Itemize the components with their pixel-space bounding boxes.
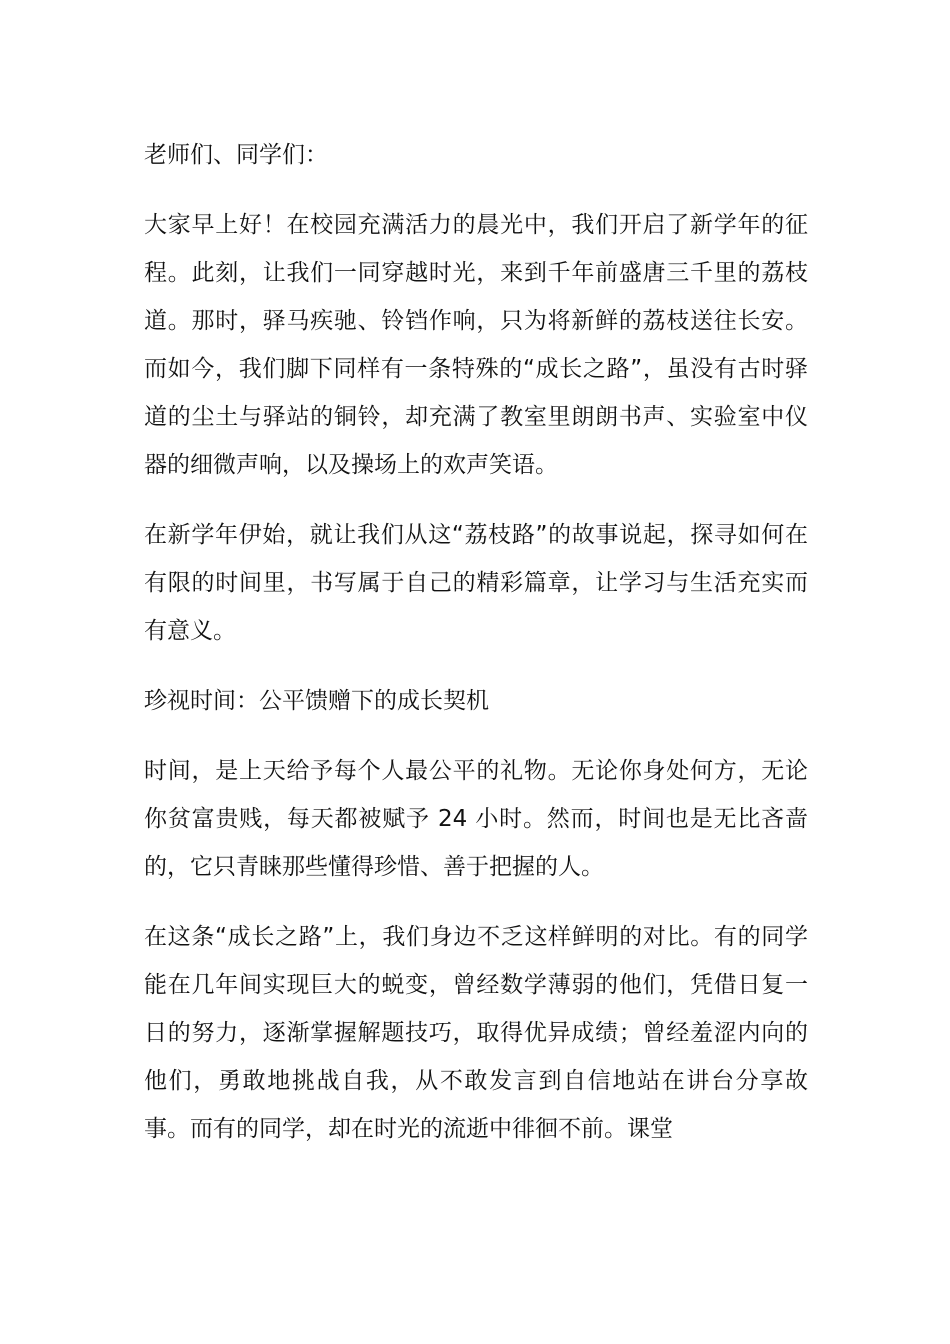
paragraph-time: 时间，是上天给予每个人最公平的礼物。无论你身处何方，无论你贫富贵贱，每天都被赋予 24 小时。然而，时间也是无比吝啬的，它只青睐那些懂得珍惜、善于把握的人。 bbox=[144, 758, 808, 880]
salutation: 老师们、同学们： bbox=[144, 142, 328, 168]
section-heading: 珍视时间：公平馈赠下的成长契机 bbox=[144, 688, 489, 714]
paragraph-contrast: 在这条“成长之路”上，我们身边不乏这样鲜明的对比。有的同学能在几年间实现巨大的蜕变，曾经数学薄弱的他们，凭借日复一日的努力，逐渐掌握解题技巧，取得优异成绩；曾经羞涩内向的他们，勇敢地挑战自我，从不敢发言到自信地站在讲台分享故事。而有的同学，却在时光的流逝中徘徊不前。课堂 bbox=[144, 924, 808, 1142]
document-page bbox=[144, 131, 808, 1175]
paragraph-opening: 大家早上好！在校园充满活力的晨光中，我们开启了新学年的征程。此刻，让我们一同穿越时光，来到千年前盛唐三千里的荔枝道。那时，驿马疾驰、铃铛作响，只为将新鲜的荔枝送往长安。而如今，我们脚下同样有一条特殊的“成长之路”，虽没有古时驿道的尘土与驿站的铜铃，却充满了教室里朗朗书声、实验室中仪器的细微声响，以及操场上的欢声笑语。 bbox=[144, 212, 808, 478]
paragraph-intro: 在新学年伊始，就让我们从这“荔枝路”的故事说起，探寻如何在有限的时间里，书写属于自己的精彩篇章，让学习与生活充实而有意义。 bbox=[144, 522, 808, 644]
